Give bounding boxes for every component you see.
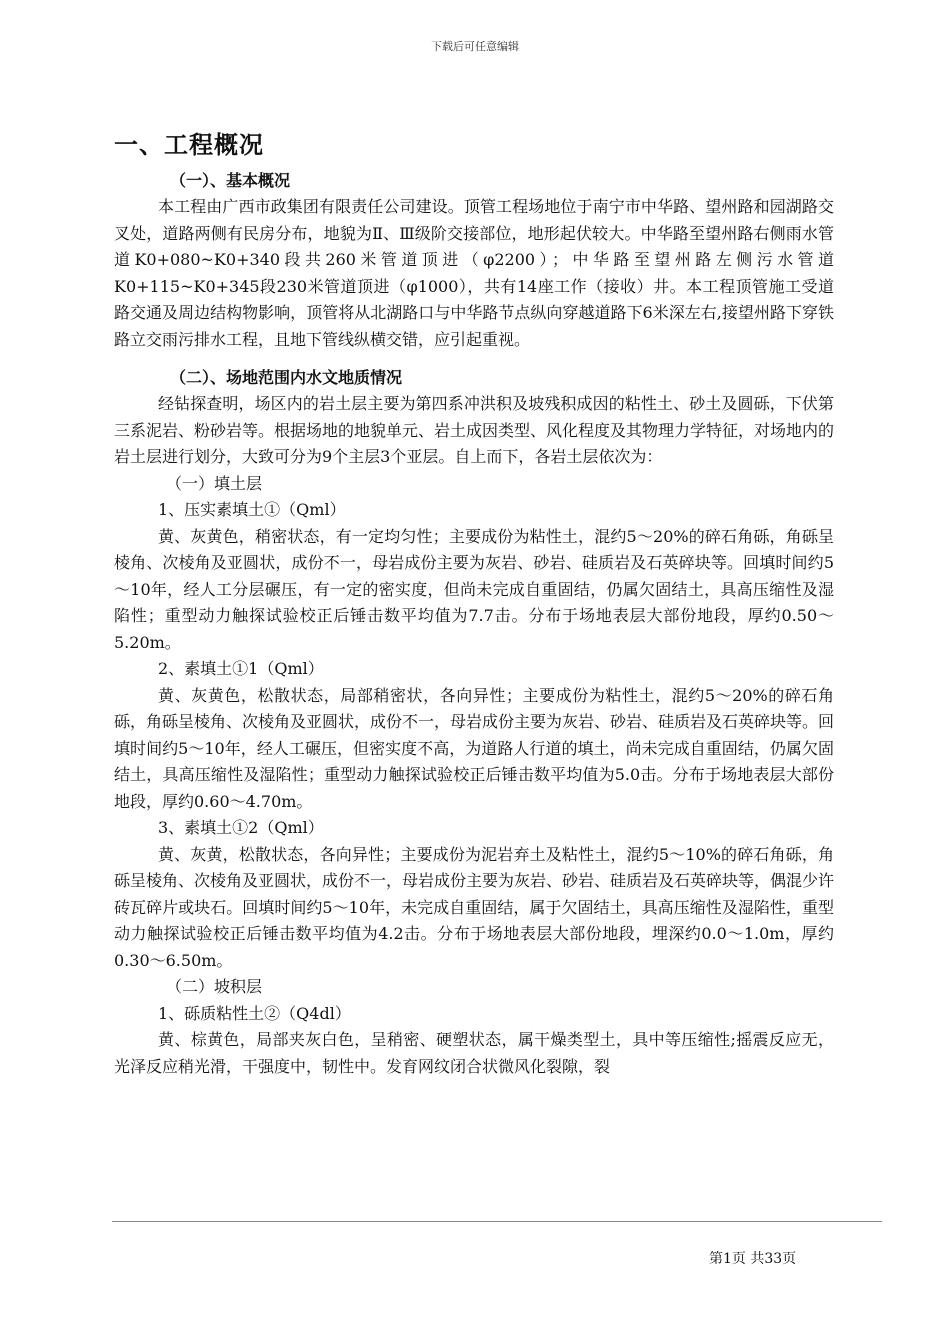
item2-title: 2、素填土①1（Qml） <box>158 659 324 678</box>
footer-divider <box>112 1221 882 1222</box>
page-number: 第1页 共33页 <box>709 1251 797 1267</box>
item3-paragraph: 黄、灰黄，松散状态，各向异性；主要成份为泥岩弃土及粘性土，混约5～10%的碎石角砾，角砾呈棱角、次棱角及亚圆状，成份不一，母岩成份主要为灰岩、砂岩、硅质岩及石英碎块等，偶混少许砖瓦碎片或块石。回填时间约5～10年，未完成自重固结，属于欠固结土，具高压缩性及湿陷性，重型动力触探试验校正后锤击数平均值为4.2击。分布于场地表层大部份地段，埋深约0.0～1.0m，厚约0.30～6.50m。 <box>114 844 835 970</box>
slope-layer-title: （二）坡积层 <box>166 977 263 996</box>
item4-paragraph: 黄、棕黄色，局部夹灰白色，呈稍密、硬塑状态，属干燥类型土，具中等压缩性;摇震反应无，光泽反应稍光滑，干强度中，韧性中。发育网纹闭合状微风化裂隙，裂 <box>114 1030 834 1076</box>
basic-overview-paragraph: 本工程由广西市政集团有限责任公司建设。顶管工程场地位于南宁市中华路、望州路和园湖路交叉处，道路两侧有民房分布，地貌为Ⅱ、Ⅲ级阶交接部位，地形起伏较大。中华路至望州路右侧雨水管道K0+080~K0+340段共260米管道顶进（φ2200）；中华路至望州路左侧污水管道K0+115~K0+345段230米管道顶进（φ1000），共有14座工作（接收）井。本工程顶管施工受道路交通及周边结构物影响，顶管将从北湖路口与中华路节点纵向穿越道路下6米深左右,接望州路下穿铁路立交雨污排水工程，且地下管线纵横交错，应引起重视。 <box>114 197 834 349</box>
basic-overview-heading: （一）、基本概况 <box>170 171 291 190</box>
geology-intro-paragraph: 经钻探查明，场区内的岩土层主要为第四系冲洪积及坡残积成因的粘性土、砂土及圆砾，下伏第三系泥岩、粉砂岩等。根据场地的地貌单元、岩土成因类型、风化程度及其物理力学特征，对场地内的岩土层进行划分，大致可分为9个主层3个亚层。自上而下，各岩土层依次为： <box>114 394 835 466</box>
document-body <box>114 128 834 1080</box>
geology-heading: （二）、场地范围内水文地质情况 <box>170 368 403 387</box>
item4-title: 1、砾质粘性土②（Q4dl） <box>158 1003 351 1023</box>
page-header: 下载后可任意编辑 <box>431 40 519 53</box>
item2-paragraph: 黄、灰黄色，松散状态，局部稍密状，各向异性；主要成份为粘性土，混约5～20%的碎石角砾，角砾呈棱角、次棱角及亚圆状，成份不一，母岩成份主要为灰岩、砂岩、硅质岩及石英碎块等。回填时间约5～10年，经人工碾压，但密实度不高，为道路人行道的填土，尚未完成自重固结，仍属欠固结土，具高压缩性及湿陷性；重型动力触探试验校正后锤击数平均值为5.0击。分布于场地表层大部份地段，厚约0.60～4.70m。 <box>114 685 835 811</box>
section-title: 一、工程概况 <box>114 131 264 159</box>
fill-layer-title: （一）填土层 <box>166 473 263 493</box>
item1-title: 1、压实素填土①（Qml） <box>158 500 346 519</box>
item3-title: 3、素填土①2（Qml） <box>158 818 324 837</box>
item1-paragraph: 黄、灰黄色，稍密状态，有一定均匀性；主要成份为粘性土，混约5～20%的碎石角砾，角砾呈棱角、次棱角及亚圆状，成份不一，母岩成份主要为灰岩、砂岩、硅质岩及石英碎块等。回填时间约5～10年，经人工分层碾压，有一定的密实度，但尚未完成自重固结，仍属欠固结土，具高压缩性及湿陷性；重型动力触探试验校正后锤击数平均值为7.7击。分布于场地表层大部份地段，厚约0.50～5.20m。 <box>114 526 834 652</box>
